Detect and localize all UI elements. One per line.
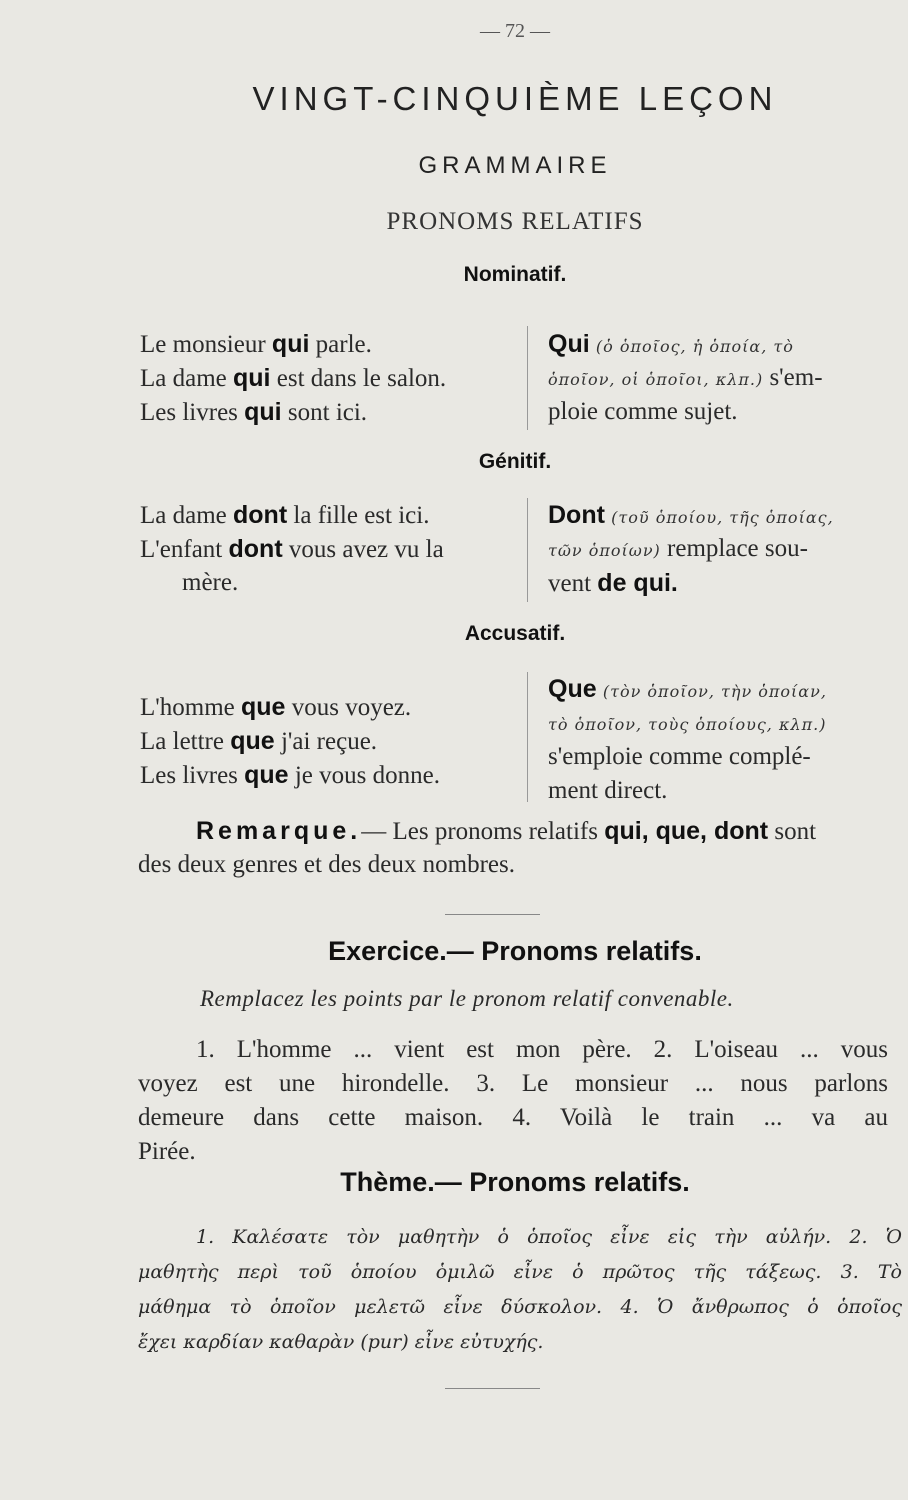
exercice-title: Exercice.— Pronoms relatifs. <box>328 936 702 966</box>
genitif-note-line-1: Dont (τοῦ ὁποίου, τῆς ὁποίας, <box>548 501 834 529</box>
section-divider <box>445 914 540 915</box>
accusatif-note-line-3: s'emploie comme complé- <box>548 743 811 770</box>
exercice-line-1: 1. L'homme ... vient est mon père. 2. L'oiseau ... vous <box>196 1036 888 1063</box>
genitif-example-3: mère. <box>182 569 239 596</box>
genitif-example-1: La dame dont la fille est ici. <box>140 501 430 529</box>
nominatif-example-2: La dame qui est dans le salon. <box>140 364 447 392</box>
genitif-note-line-3: vent de qui. <box>548 569 678 597</box>
theme-line-3: μάθημα τὸ ὁποῖον μελετῶ εἶνε δύσκολον. 4. Ὁ ἄνθρωπος ὁ ὁποῖος <box>138 1296 902 1318</box>
remarque-line-2: des deux genres et des deux nombres. <box>138 851 515 878</box>
nominatif-note-line-3: ploie comme sujet. <box>548 398 738 425</box>
column-divider <box>527 498 528 602</box>
accusatif-example-1: L'homme que vous voyez. <box>140 693 412 721</box>
accusatif-note-line-1: Que (τὸν ὁποῖον, τὴν ὁποίαν, <box>548 675 827 703</box>
section-title: GRAMMAIRE <box>418 152 612 179</box>
subsection-title: PRONOMS RELATIFS <box>386 208 644 235</box>
nominatif-note-line-1: Qui (ὁ ὁποῖος, ἡ ὁποία, τὸ <box>548 330 794 358</box>
theme-line-2: μαθητὴς περὶ τοῦ ὁποίου ὁμιλῶ εἶνε ὁ πρῶτος τῆς τάξεως. 3. Τὸ <box>138 1261 902 1283</box>
nominatif-example-1: Le monsieur qui parle. <box>140 330 372 358</box>
theme-line-1: 1. Καλέσατε τὸν μαθητὴν ὁ ὁποῖος εἶνε εἰς τὴν αὐλήν. 2. Ὁ <box>196 1226 902 1248</box>
accusatif-note-line-2: τὸ ὁποῖον, τοὺς ὁποίους, κλπ.) <box>548 715 827 734</box>
accusatif-note-line-4: ment direct. <box>548 777 668 804</box>
theme-title: Thème.— Pronoms relatifs. <box>340 1167 690 1197</box>
accusatif-heading: Accusatif. <box>464 622 566 645</box>
genitif-note-line-2: τῶν ὁποίων) remplace sou- <box>548 535 808 562</box>
remarque-line-1: Remarque.— Les pronoms relatifs qui, que, dont sont <box>196 817 817 845</box>
nominatif-heading: Nominatif. <box>463 263 567 286</box>
accusatif-example-3: Les livres que je vous donne. <box>140 761 440 789</box>
lesson-title: VINGT-CINQUIÈME LEÇON <box>252 80 778 117</box>
section-divider <box>445 1388 540 1389</box>
column-divider <box>527 326 528 430</box>
exercice-line-3: demeure dans cette maison. 4. Voilà le train ... va au <box>138 1104 888 1131</box>
genitif-example-2: L'enfant dont vous avez vu la <box>140 535 444 563</box>
page-number: — 72 — <box>480 20 550 42</box>
exercice-instruction: Remplacez les points par le pronom relatif convenable. <box>200 986 734 1011</box>
nominatif-note-line-2: ὁποῖον, οἱ ὁποῖοι, κλπ.) s'em- <box>548 364 823 391</box>
nominatif-example-3: Les livres qui sont ici. <box>140 398 368 426</box>
exercice-line-2: voyez est une hirondelle. 3. Le monsieur ... nous parlons <box>138 1070 888 1097</box>
exercice-line-4: Pirée. <box>138 1138 196 1165</box>
accusatif-example-2: La lettre que j'ai reçue. <box>140 727 378 755</box>
theme-line-4: ἔχει καρδίαν καθαρὰν (pur) εἶνε εὐτυχής. <box>138 1331 544 1353</box>
genitif-heading: Génitif. <box>478 450 552 473</box>
column-divider <box>527 672 528 802</box>
